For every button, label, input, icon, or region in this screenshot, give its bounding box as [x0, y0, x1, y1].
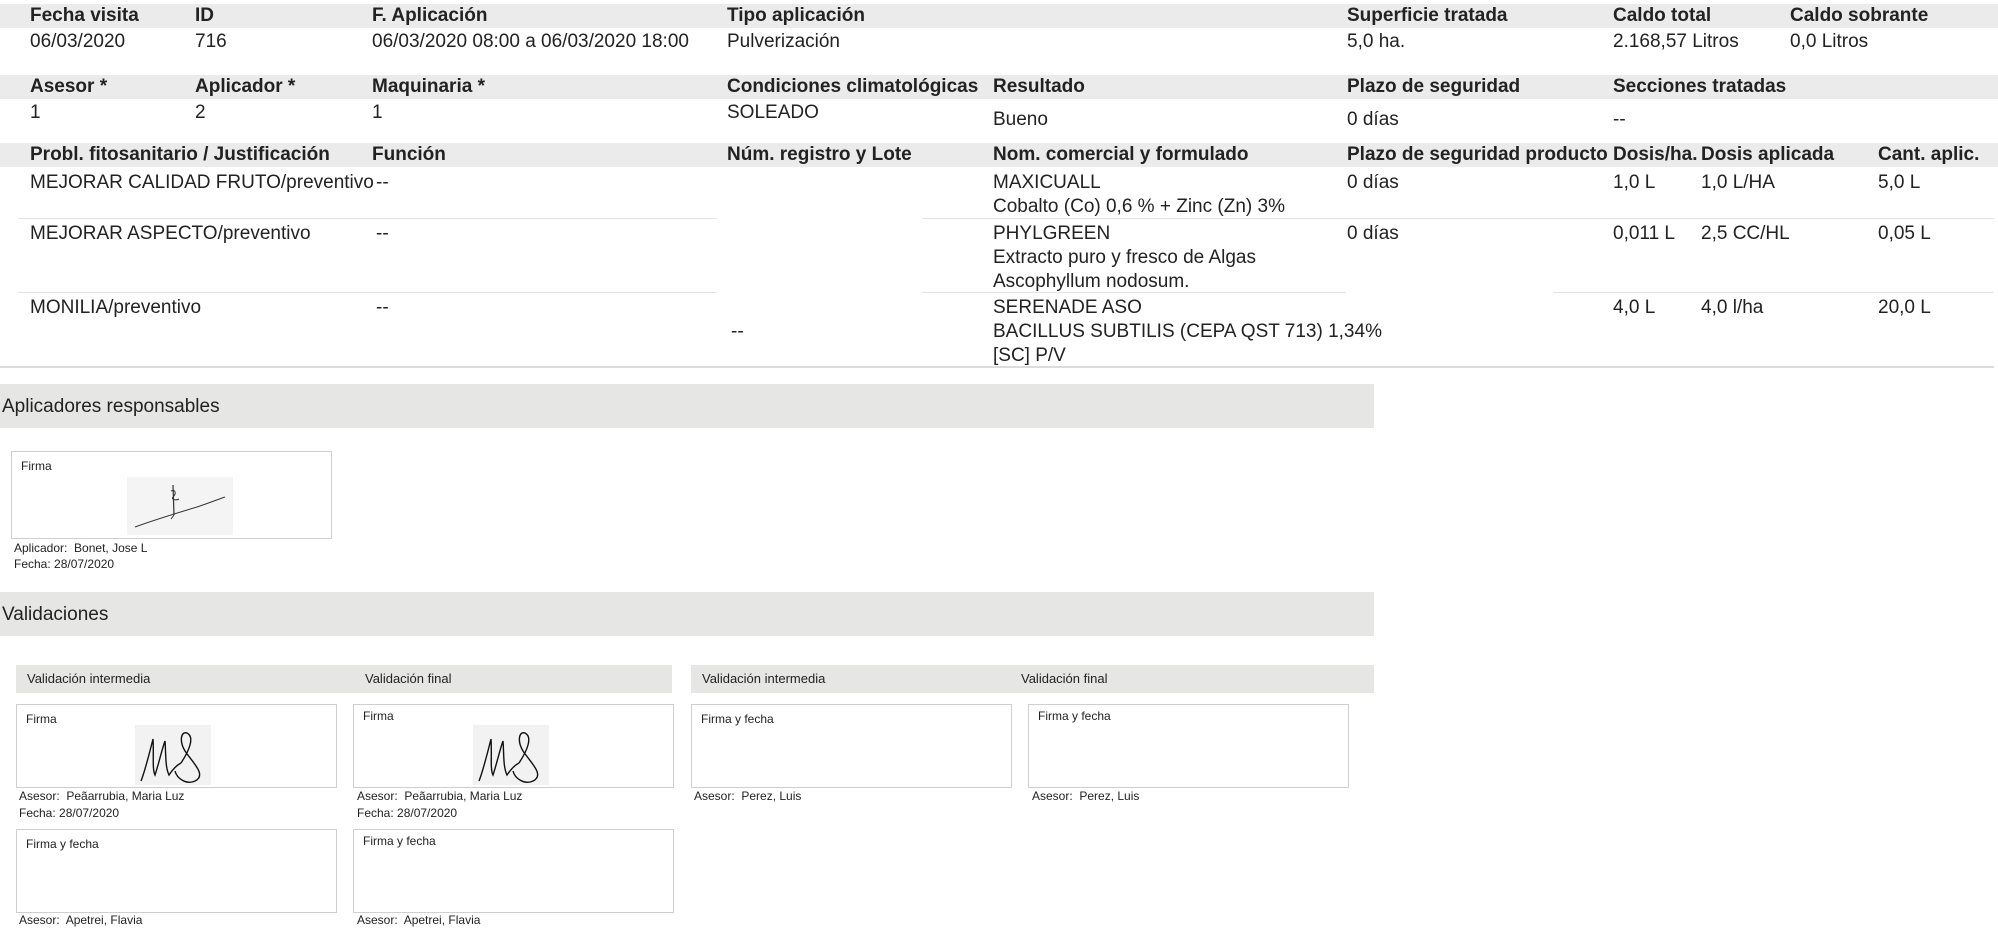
- validacion-final-label: Validación final: [365, 671, 452, 686]
- asesor-name: Perez, Luis: [741, 789, 802, 803]
- value-maquinaria: 1: [372, 102, 383, 123]
- asesor-line: [694, 789, 801, 803]
- value-superficie-tratada: 5,0 ha.: [1347, 31, 1406, 52]
- validacion-final-empty-box: [1028, 704, 1349, 788]
- asesor-name: Apetrei, Flavia: [65, 913, 143, 927]
- firma-y-fecha-label: Firma y fecha: [363, 834, 436, 848]
- row2-plazo: 0 días: [1347, 223, 1399, 244]
- table-bottom-border: [0, 366, 1994, 368]
- asesor-line: [1032, 789, 1139, 803]
- header-superficie-tratada: Superficie tratada: [1347, 5, 1508, 26]
- asesor-label: Asesor:: [694, 789, 735, 803]
- firma-y-fecha-label: Firma y fecha: [701, 712, 774, 726]
- asesor-signature-image: [473, 725, 549, 785]
- header-problema: Probl. fitosanitario / Justificación: [30, 144, 330, 165]
- fecha-line: [19, 806, 119, 820]
- row3-dosis-aplicada: 4,0 l/ha: [1701, 297, 1764, 318]
- aplicador-label: Aplicador:: [14, 541, 68, 555]
- fecha-label: Fecha:: [19, 806, 56, 820]
- fecha-line: [357, 806, 457, 820]
- asesor-label: Asesor:: [357, 913, 398, 927]
- header-plazo-producto: Plazo de seguridad producto: [1347, 144, 1608, 165]
- value-fecha-visita: 06/03/2020: [30, 31, 126, 52]
- row-divider: [922, 292, 1346, 293]
- asesor-name: Apetrei, Flavia: [403, 913, 481, 927]
- header-maquinaria: Maquinaria *: [372, 76, 485, 97]
- row2-cantidad: 0,05 L: [1878, 223, 1931, 244]
- header-dosis-aplicada: Dosis aplicada: [1701, 144, 1835, 165]
- asesor-line: [19, 789, 184, 803]
- asesor-label: Asesor:: [19, 913, 60, 927]
- value-asesor: 1: [30, 102, 41, 123]
- row2-nombre: PHYLGREEN: [993, 223, 1111, 244]
- validaciones-section-title: Validaciones: [2, 604, 109, 625]
- header-tipo-aplicacion: Tipo aplicación: [727, 5, 865, 26]
- row-divider: [1553, 292, 1994, 293]
- row3-problema: MONILIA/preventivo: [30, 297, 202, 318]
- header-dosis-ha: Dosis/ha.: [1613, 144, 1698, 165]
- row3-formulado-line1: BACILLUS SUBTILIS (CEPA QST 713) 1,34%: [993, 321, 1382, 342]
- row1-formulado: Cobalto (Co) 0,6 % + Zinc (Zn) 3%: [993, 196, 1285, 217]
- validacion-intermedia-signature-box: [16, 704, 337, 788]
- asesor-line: [19, 913, 142, 927]
- asesor-name: Peãarrubia, Maria Luz: [66, 789, 185, 803]
- row1-funcion: --: [376, 172, 389, 193]
- asesor-label: Asesor:: [1032, 789, 1073, 803]
- validacion-intermedia-label: Validación intermedia: [702, 671, 826, 686]
- validacion-final-label: Validación final: [1021, 671, 1108, 686]
- row1-problema: MEJORAR CALIDAD FRUTO/preventivo: [30, 172, 374, 193]
- header-funcion: Función: [372, 144, 446, 165]
- aplicador-date-line: [14, 557, 114, 571]
- row3-nombre: SERENADE ASO: [993, 297, 1142, 318]
- aplicadores-section-title: Aplicadores responsables: [2, 396, 220, 417]
- row3-funcion: --: [376, 297, 389, 318]
- validacion-final-empty-box: [353, 829, 674, 913]
- header-asesor: Asesor *: [30, 76, 108, 97]
- firma-y-fecha-label: Firma y fecha: [1038, 709, 1111, 723]
- row1-dosis-ha: 1,0 L: [1613, 172, 1656, 193]
- firma-label: Firma: [363, 709, 394, 723]
- firma-label: Firma: [26, 712, 57, 726]
- row3-cantidad: 20,0 L: [1878, 297, 1931, 318]
- value-condiciones: SOLEADO: [727, 102, 819, 123]
- header-id: ID: [195, 5, 214, 26]
- firma-label: Firma: [21, 459, 52, 473]
- firma-y-fecha-label: Firma y fecha: [26, 837, 99, 851]
- value-tipo-aplicacion: Pulverización: [727, 31, 840, 52]
- asesor-label: Asesor:: [357, 789, 398, 803]
- aplicador-signature-image: [127, 477, 233, 535]
- row3-dosis-ha: 4,0 L: [1613, 297, 1656, 318]
- row1-dosis-aplicada: 1,0 L/HA: [1701, 172, 1775, 193]
- header-nombre: Nom. comercial y formulado: [993, 144, 1249, 165]
- row2-dosis-aplicada: 2,5 CC/HL: [1701, 223, 1790, 244]
- aplicador-name: Bonet, Jose L: [74, 541, 148, 555]
- header-registro: Núm. registro y Lote: [727, 144, 912, 165]
- row1-cantidad: 5,0 L: [1878, 172, 1921, 193]
- fecha-value: 28/07/2020: [397, 806, 458, 820]
- row2-problema: MEJORAR ASPECTO/preventivo: [30, 223, 311, 244]
- row2-formulado-line1: Extracto puro y fresco de Algas: [993, 247, 1256, 268]
- header-condiciones: Condiciones climatológicas: [727, 76, 979, 97]
- fecha-label: Fecha:: [357, 806, 394, 820]
- validaciones-section-band: [0, 592, 1374, 636]
- row2-dosis-ha: 0,011 L: [1613, 223, 1675, 244]
- aplicador-name-line: [14, 541, 147, 555]
- header-f-aplicacion: F. Aplicación: [372, 5, 488, 26]
- asesor-name: Peãarrubia, Maria Luz: [404, 789, 523, 803]
- validacion-intermedia-empty-box: [691, 704, 1012, 788]
- fecha-label: Fecha:: [14, 557, 51, 571]
- value-f-aplicacion: 06/03/2020 08:00 a 06/03/2020 18:00: [372, 31, 689, 52]
- value-caldo-total: 2.168,57 Litros: [1613, 31, 1739, 52]
- validaciones-band-left: [16, 665, 672, 693]
- asesor-line: [357, 789, 522, 803]
- validacion-intermedia-label: Validación intermedia: [27, 671, 151, 686]
- header-resultado: Resultado: [993, 76, 1085, 97]
- validaciones-band-right: [691, 665, 1374, 693]
- row3-formulado-line2: [SC] P/V: [993, 345, 1066, 366]
- header-secciones-tratadas: Secciones tratadas: [1613, 76, 1787, 97]
- row-divider: [18, 218, 717, 219]
- value-caldo-sobrante: 0,0 Litros: [1790, 31, 1869, 52]
- header-fecha-visita: Fecha visita: [30, 5, 139, 26]
- row-divider: [922, 218, 1994, 219]
- value-resultado: Bueno: [993, 109, 1048, 130]
- fecha-value: 28/07/2020: [54, 557, 115, 571]
- value-secciones-tratadas: --: [1613, 109, 1626, 130]
- row1-plazo: 0 días: [1347, 172, 1399, 193]
- value-aplicador: 2: [195, 102, 206, 123]
- header-caldo-total: Caldo total: [1613, 5, 1712, 26]
- header-caldo-sobrante: Caldo sobrante: [1790, 5, 1929, 26]
- asesor-line: [357, 913, 480, 927]
- asesor-label: Asesor:: [19, 789, 60, 803]
- validacion-final-signature-box: [353, 704, 674, 788]
- row-divider: [18, 292, 717, 293]
- fecha-value: 28/07/2020: [59, 806, 120, 820]
- row2-funcion: --: [376, 223, 389, 244]
- value-id: 716: [195, 31, 227, 52]
- aplicador-signature-box: [11, 451, 332, 539]
- asesor-name: Perez, Luis: [1079, 789, 1140, 803]
- asesor-signature-image: [135, 725, 211, 785]
- validacion-intermedia-empty-box: [16, 829, 337, 913]
- row3-registro: --: [731, 321, 744, 342]
- header-cantidad: Cant. aplic.: [1878, 144, 1980, 165]
- row1-nombre: MAXICUALL: [993, 172, 1101, 193]
- header-aplicador: Aplicador *: [195, 76, 296, 97]
- header-plazo-seguridad: Plazo de seguridad: [1347, 76, 1521, 97]
- value-plazo-seguridad: 0 días: [1347, 109, 1399, 130]
- row2-formulado-line2: Ascophyllum nodosum.: [993, 271, 1190, 292]
